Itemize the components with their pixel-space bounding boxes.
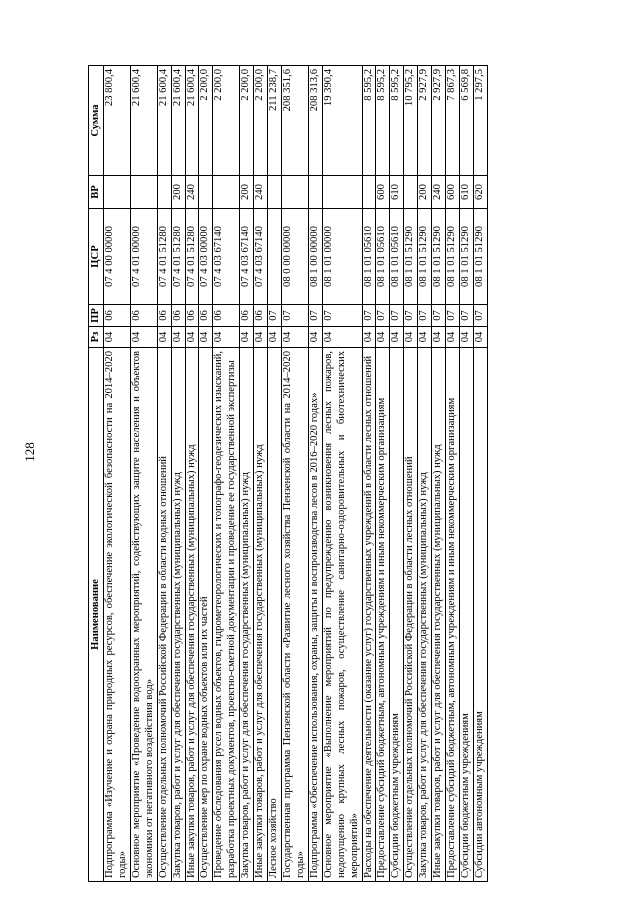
cell-name: Иные закупки товаров, работ и услуг для обеспечения государственных (муниципальных) нужд (185, 348, 199, 882)
cell-sum: 211 238,7 (268, 66, 282, 176)
cell-name: Субсидии автономным учреждениям (473, 348, 487, 882)
cell-name: Подпрограмма «Обеспечение использования, охраны, защиты и воспроизводства лесов в 2016–2020 годах» (308, 348, 322, 882)
cell-rz: 04 (157, 327, 171, 348)
cell-pr: 07 (473, 305, 487, 327)
cell-sum: 23 800,4 (104, 66, 131, 176)
cell-name: Основное мероприятие «Проведение водоохранных мероприятий, содействующих защите населения и объектов экономики от негативного воздействия вод» (130, 348, 157, 882)
cell-vr: 240 (254, 176, 268, 209)
cell-pr: 06 (104, 305, 131, 327)
cell-vr: 600 (376, 176, 390, 209)
cell-name: Иные закупки товаров, работ и услуг для обеспечения государственных (муниципальных) нужд (254, 348, 268, 882)
cell-sum: 1 297,5 (473, 66, 487, 176)
cell-sum: 6 569,8 (459, 66, 473, 176)
cell-rz: 04 (432, 327, 446, 348)
cell-csr: 07 4 00 00000 (104, 209, 131, 305)
cell-vr (322, 176, 362, 209)
cell-sum: 21 600,4 (130, 66, 157, 176)
cell-vr: 200 (171, 176, 185, 209)
cell-pr: 07 (459, 305, 473, 327)
cell-sum: 19 390,4 (322, 66, 362, 176)
cell-rz: 04 (376, 327, 390, 348)
cell-csr: 08 1 01 05610 (376, 209, 390, 305)
cell-name: Предоставление субсидий бюджетным, автономным учреждениям и иным некоммерческим организациям (446, 348, 460, 882)
cell-rz: 04 (459, 327, 473, 348)
cell-rz: 04 (185, 327, 199, 348)
cell-vr: 200 (418, 176, 432, 209)
table-row (473, 66, 487, 882)
cell-name: Расходы на обеспечение деятельности (оказание услуг) государственных учреждений в области лесных отношений (362, 348, 376, 882)
cell-vr: 600 (446, 176, 460, 209)
cell-pr: 06 (171, 305, 185, 327)
cell-name: Осуществление отдельных полномочий Российской Федерации в области лесных отношений (404, 348, 418, 882)
cell-sum: 7 867,3 (446, 66, 460, 176)
cell-vr (213, 176, 240, 209)
cell-sum: 2 200,0 (199, 66, 213, 176)
cell-vr: 610 (390, 176, 404, 209)
rotated-page-content (88, 66, 613, 882)
cell-rz: 04 (254, 327, 268, 348)
cell-pr: 07 (432, 305, 446, 327)
cell-pr: 07 (268, 305, 282, 327)
table-row (199, 66, 213, 882)
header-rz: Рз (89, 327, 104, 348)
cell-vr (157, 176, 171, 209)
cell-pr: 07 (390, 305, 404, 327)
header-sum: Сумма (89, 66, 104, 176)
cell-name: Основное мероприятие «Выполнение мероприятий по предупреждению возникновения лесных пожаров, недопущению крупных лесных пожаров, осуществление санитарно-оздоровительных и биотехнических мероприятий» (322, 348, 362, 882)
cell-pr: 07 (281, 305, 308, 327)
cell-csr: 07 4 03 67140 (213, 209, 240, 305)
cell-csr: 08 1 01 51290 (446, 209, 460, 305)
cell-csr: 08 1 01 51290 (404, 209, 418, 305)
cell-rz: 04 (213, 327, 240, 348)
cell-name: Проведение обследования русел водных объектов, гидрометеорологических и топографо-геодезических изысканий, разработка проектных документов, проектно-сметной документации и проведение ее государственной экспертизы (213, 348, 240, 882)
cell-pr: 06 (254, 305, 268, 327)
cell-vr (104, 176, 131, 209)
cell-rz: 04 (473, 327, 487, 348)
table-row (390, 66, 404, 882)
table-row (240, 66, 254, 882)
cell-csr: 08 1 01 51290 (459, 209, 473, 305)
cell-name: Осуществление мер по охране водных объектов или их частей (199, 348, 213, 882)
cell-name: Субсидии бюджетным учреждениям (390, 348, 404, 882)
cell-sum: 8 595,2 (376, 66, 390, 176)
cell-pr: 06 (213, 305, 240, 327)
cell-rz: 04 (281, 327, 308, 348)
cell-pr: 07 (404, 305, 418, 327)
table-row (376, 66, 390, 882)
cell-sum: 2 200,0 (254, 66, 268, 176)
table-row (130, 66, 157, 882)
table-row (404, 66, 418, 882)
table-row (104, 66, 131, 882)
table-row (171, 66, 185, 882)
cell-vr: 610 (459, 176, 473, 209)
cell-csr: 08 1 01 00000 (322, 209, 362, 305)
cell-name: Иные закупки товаров, работ и услуг для обеспечения государственных (муниципальных) нужд (432, 348, 446, 882)
cell-vr (362, 176, 376, 209)
cell-sum: 2 927,9 (432, 66, 446, 176)
cell-sum: 208 313,6 (308, 66, 322, 176)
cell-csr: 07 4 03 00000 (199, 209, 213, 305)
cell-sum: 2 927,9 (418, 66, 432, 176)
cell-pr: 07 (376, 305, 390, 327)
cell-rz: 04 (446, 327, 460, 348)
table-row (322, 66, 362, 882)
cell-csr: 08 1 01 05610 (390, 209, 404, 305)
cell-pr: 07 (446, 305, 460, 327)
cell-vr: 240 (185, 176, 199, 209)
table-row (362, 66, 376, 882)
cell-vr (130, 176, 157, 209)
page-number: 128 (22, 442, 37, 462)
cell-vr: 620 (473, 176, 487, 209)
cell-csr: 07 4 01 51280 (171, 209, 185, 305)
cell-rz: 04 (362, 327, 376, 348)
cell-sum: 8 595,2 (390, 66, 404, 176)
budget-table (88, 65, 488, 882)
header-name: Наименование (89, 348, 104, 882)
cell-csr: 08 1 01 05610 (362, 209, 376, 305)
table-row (157, 66, 171, 882)
cell-rz: 04 (322, 327, 362, 348)
cell-vr (308, 176, 322, 209)
cell-sum: 21 600,4 (157, 66, 171, 176)
cell-csr: 07 4 03 67140 (254, 209, 268, 305)
cell-vr (199, 176, 213, 209)
header-pr: ПР (89, 305, 104, 327)
cell-vr: 200 (240, 176, 254, 209)
cell-rz: 04 (240, 327, 254, 348)
cell-csr: 07 4 01 51280 (185, 209, 199, 305)
cell-pr: 06 (240, 305, 254, 327)
cell-rz: 04 (390, 327, 404, 348)
cell-sum: 208 351,6 (281, 66, 308, 176)
cell-name: Закупка товаров, работ и услуг для обеспечения государственных (муниципальных) нужд (418, 348, 432, 882)
cell-csr: 08 0 00 00000 (281, 209, 308, 305)
header-csr: ЦСР (89, 209, 104, 305)
cell-pr: 07 (322, 305, 362, 327)
table-row (185, 66, 199, 882)
cell-sum: 8 595,2 (362, 66, 376, 176)
cell-csr (268, 209, 282, 305)
cell-name: Государственная программа Пензенской области «Развитие лесного хозяйства Пензенской области на 2014–2020 годы» (281, 348, 308, 882)
cell-csr: 08 1 01 51290 (418, 209, 432, 305)
cell-sum: 21 600,4 (185, 66, 199, 176)
cell-name: Осуществление отдельных полномочий Российской Федерации в области водных отношений (157, 348, 171, 882)
cell-rz: 04 (418, 327, 432, 348)
cell-rz: 04 (104, 327, 131, 348)
cell-vr (281, 176, 308, 209)
cell-vr: 240 (432, 176, 446, 209)
cell-pr: 07 (308, 305, 322, 327)
cell-pr: 06 (157, 305, 171, 327)
table-row (281, 66, 308, 882)
cell-csr: 08 1 01 51290 (432, 209, 446, 305)
cell-csr: 07 4 01 00000 (130, 209, 157, 305)
table-row (446, 66, 460, 882)
cell-vr (404, 176, 418, 209)
cell-name: Закупка товаров, работ и услуг для обеспечения государственных (муниципальных) нужд (240, 348, 254, 882)
cell-sum: 21 600,4 (171, 66, 185, 176)
cell-rz: 04 (308, 327, 322, 348)
table-row (418, 66, 432, 882)
cell-csr: 07 4 01 51280 (157, 209, 171, 305)
cell-name: Субсидии бюджетным учреждениям (459, 348, 473, 882)
cell-pr: 06 (130, 305, 157, 327)
cell-name: Закупка товаров, работ и услуг для обеспечения государственных (муниципальных) нужд (171, 348, 185, 882)
table-row (254, 66, 268, 882)
cell-sum: 10 795,2 (404, 66, 418, 176)
table-body (104, 66, 488, 882)
cell-pr: 06 (199, 305, 213, 327)
cell-name: Предоставление субсидий бюджетным, автономным учреждениям и иным некоммерческим организациям (376, 348, 390, 882)
cell-sum: 2 200,0 (213, 66, 240, 176)
table-row (213, 66, 240, 882)
cell-csr: 08 1 01 51290 (473, 209, 487, 305)
table-row (459, 66, 473, 882)
cell-name: Лесное хозяйство (268, 348, 282, 882)
cell-pr: 07 (418, 305, 432, 327)
cell-rz: 04 (268, 327, 282, 348)
cell-csr: 07 4 03 67140 (240, 209, 254, 305)
cell-rz: 04 (404, 327, 418, 348)
table-header-row (89, 66, 104, 882)
cell-rz: 04 (130, 327, 157, 348)
cell-sum: 2 200,0 (240, 66, 254, 176)
cell-rz: 04 (171, 327, 185, 348)
cell-rz: 04 (199, 327, 213, 348)
table-row (308, 66, 322, 882)
cell-name: Подпрограмма «Изучение и охрана природных ресурсов, обеспечение экологической безопасности на 2014–2020 годы» (104, 348, 131, 882)
table-row (432, 66, 446, 882)
header-vr: ВР (89, 176, 104, 209)
cell-csr: 08 1 00 00000 (308, 209, 322, 305)
cell-vr (268, 176, 282, 209)
cell-pr: 07 (362, 305, 376, 327)
cell-pr: 06 (185, 305, 199, 327)
table-row (268, 66, 282, 882)
